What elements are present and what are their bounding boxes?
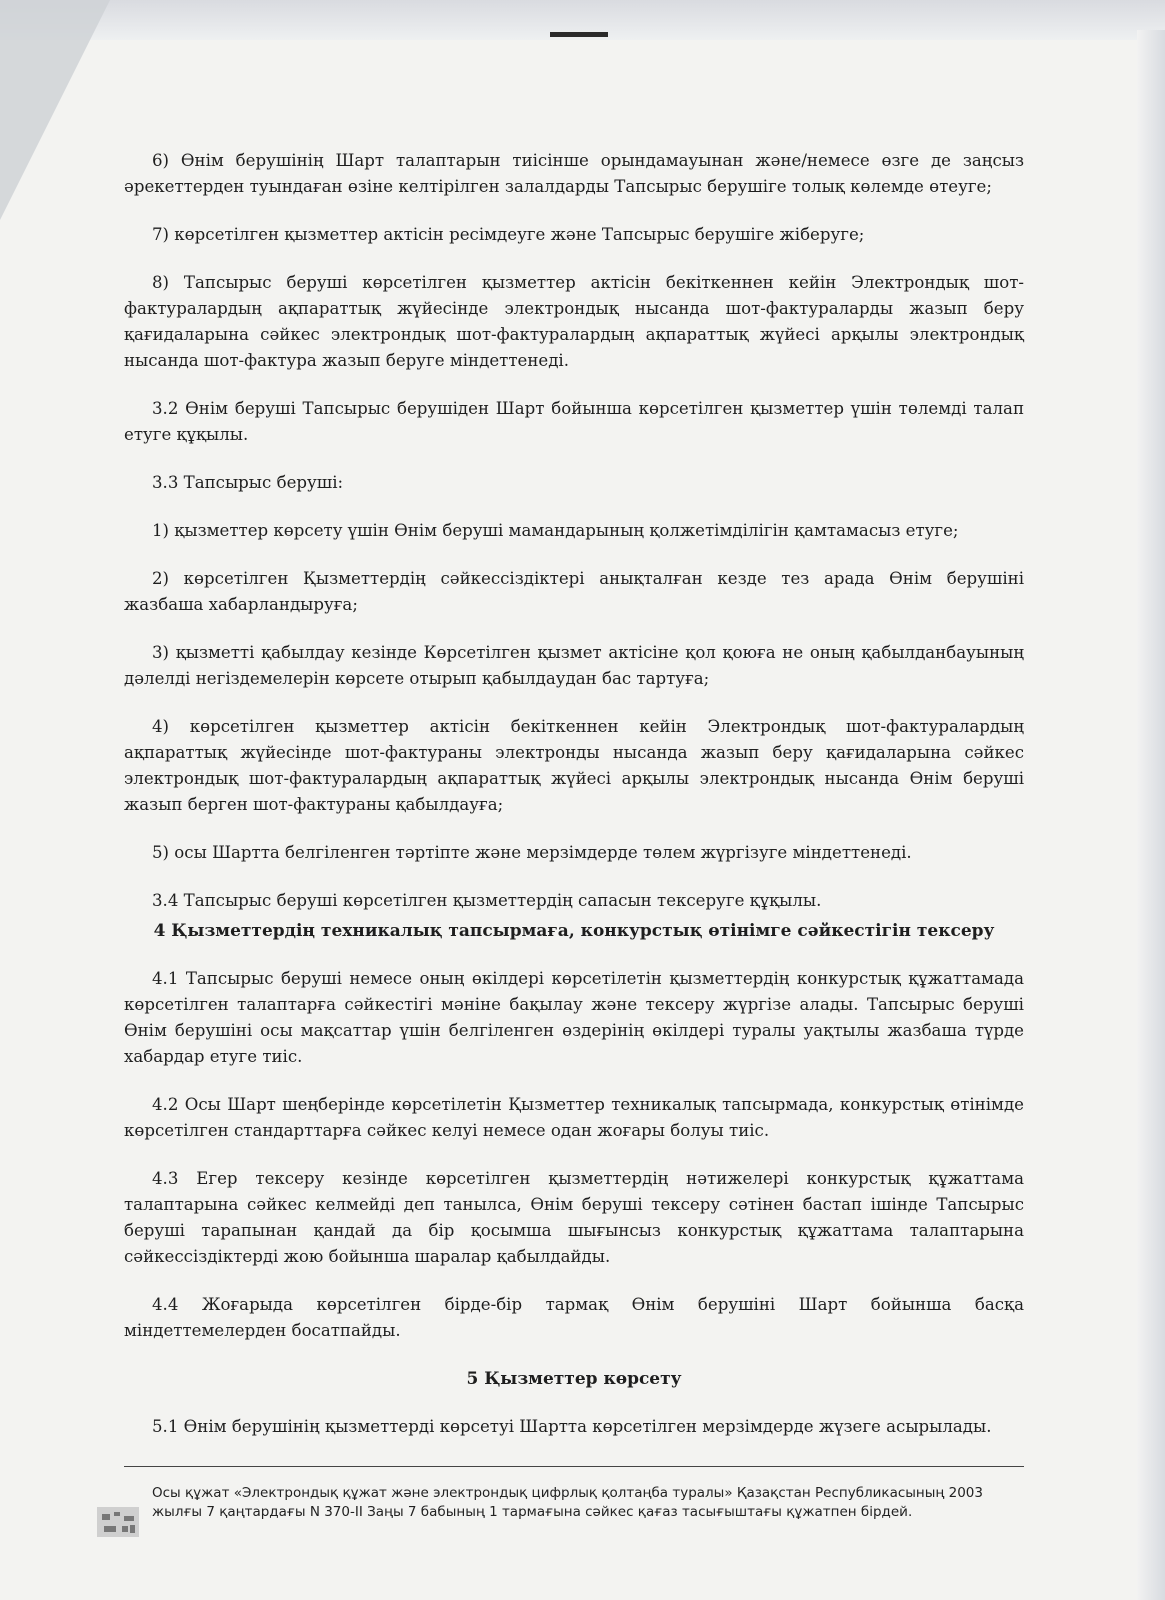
clause-3-4: 3.4 Тапсырыс беруші көрсетілген қызметтердің сапасын тексеруге құқылы. <box>152 891 822 910</box>
clause-4-4: 4.4 Жоғарыда көрсетілген бірде-бір тармақ Өнім берушіні Шарт бойынша басқа міндеттемелерден босатпайды. <box>124 1295 1024 1340</box>
item-6: 6) Өнім берушінің Шарт талаптарын тиісінше орындамауынан және/немесе өзге де заңсыз әрекеттерден туындаған өзіне келтірілген залалдарды Тапсырыс берушіге толық көлемде өтеуге; <box>124 151 1024 196</box>
clause-3-3: 3.3 Тапсырыс беруші: <box>152 473 344 492</box>
page-right-edge <box>1137 30 1165 1600</box>
section-4-heading: 4 Қызметтердің техникалық тапсырмаға, конкурстық өтінімге сәйкестігін тексеру <box>153 921 995 941</box>
clause-4-3: 4.3 Егер тексеру кезінде көрсетілген қызметтердің нәтижелері конкурстық құжаттама талаптарына сәйкес келмейді деп танылса, Өнім беруші тексеру сәтінен бастап ішінде Тапсырыс беруші тарапынан қандай да бір қосымша шығынсыз конкурстық құжаттама талаптарына сәйкессіздіктерді жою бойынша шаралар қабылдайды. <box>124 1169 1024 1266</box>
clause-4-2: 4.2 Осы Шарт шеңберінде көрсетілетін Қызметтер техникалық тапсырмада, конкурстық өтінімде көрсетілген стандарттарға сәйкес келуі немесе одан жоғары болуы тиіс. <box>124 1095 1024 1140</box>
clause-4-1: 4.1 Тапсырыс беруші немесе оның өкілдері көрсетілетін қызметтердің конкурстық құжаттамада көрсетілген талаптарға сәйкестігі мәніне бақылау және тексеру жүргізе алады. Тапсырыс беруші Өнім берушіні осы мақсаттар үшін белгіленген өздерінің өкілдері туралы уақтылы жазбаша түрде хабардар етуге тиіс. <box>124 969 1024 1066</box>
scan-mark <box>550 32 608 37</box>
qr-stamp-icon <box>96 1506 140 1538</box>
document-body <box>124 148 1024 1462</box>
item-3-3-3: 3) қызметті қабылдау кезінде Көрсетілген қызмет актісіне қол қоюға не оның қабылданбауының дәлелді негіздемелерін көрсете отырып қабылдаудан бас тартуға; <box>124 643 1024 688</box>
footer-text: Осы құжат «Электрондық құжат және электрондық цифрлық қолтаңба туралы» Қазақстан Республикасының 2003 жылғы 7 қаңтардағы N 370-II Заңы 7 бабының 1 тармағына сәйкес қағаз тасығыштағы құжатпен бірдей. <box>152 1485 983 1520</box>
folded-corner <box>0 0 110 220</box>
item-3-3-1: 1) қызметтер көрсету үшін Өнім беруші мамандарының қолжетімділігін қамтамасыз етуге; <box>152 521 959 540</box>
section-5-heading: 5 Қызметтер көрсету <box>466 1369 682 1389</box>
item-7: 7) көрсетілген қызметтер актісін ресімдеуге және Тапсырыс берушіге жіберуге; <box>152 225 865 244</box>
item-3-3-5: 5) осы Шартта белгіленген тәртіпте және мерзімдерде төлем жүргізуге міндеттенеді. <box>152 843 912 862</box>
clause-5-1: 5.1 Өнім берушінің қызметтерді көрсетуі Шартта көрсетілген мерзімдерде жүзеге асырылады. <box>152 1417 992 1436</box>
footer-divider <box>124 1466 1024 1467</box>
item-8: 8) Тапсырыс беруші көрсетілген қызметтер актісін бекіткеннен кейін Электрондық шот-фактуралардың ақпараттық жүйесінде электрондық нысанда шот-фактураларды жазып беру қағидаларына сәйкес электрондық шот-фактуралардың ақпараттық жүйесі арқылы электрондық нысанда шот-фактура жазып беруге міндеттенеді. <box>124 273 1024 370</box>
footer-note <box>96 1484 1026 1522</box>
item-3-3-2: 2) көрсетілген Қызметтердің сәйкессіздіктері анықталған кезде тез арада Өнім берушіні жазбаша хабарландыруға; <box>124 569 1024 614</box>
item-3-3-4: 4) көрсетілген қызметтер актісін бекіткеннен кейін Электрондық шот-фактуралардың ақпараттық жүйесінде шот-фактураны электронды нысанда жазып беру қағидаларына сәйкес электрондық шот-фактуралардың ақпараттық жүйесі арқылы электрондық нысанда Өнім беруші жазып берген шот-фактураны қабылдауға; <box>124 717 1024 814</box>
clause-3-2: 3.2 Өнім беруші Тапсырыс берушіден Шарт бойынша көрсетілген қызметтер үшін төлемді талап етуге құқылы. <box>124 399 1024 444</box>
